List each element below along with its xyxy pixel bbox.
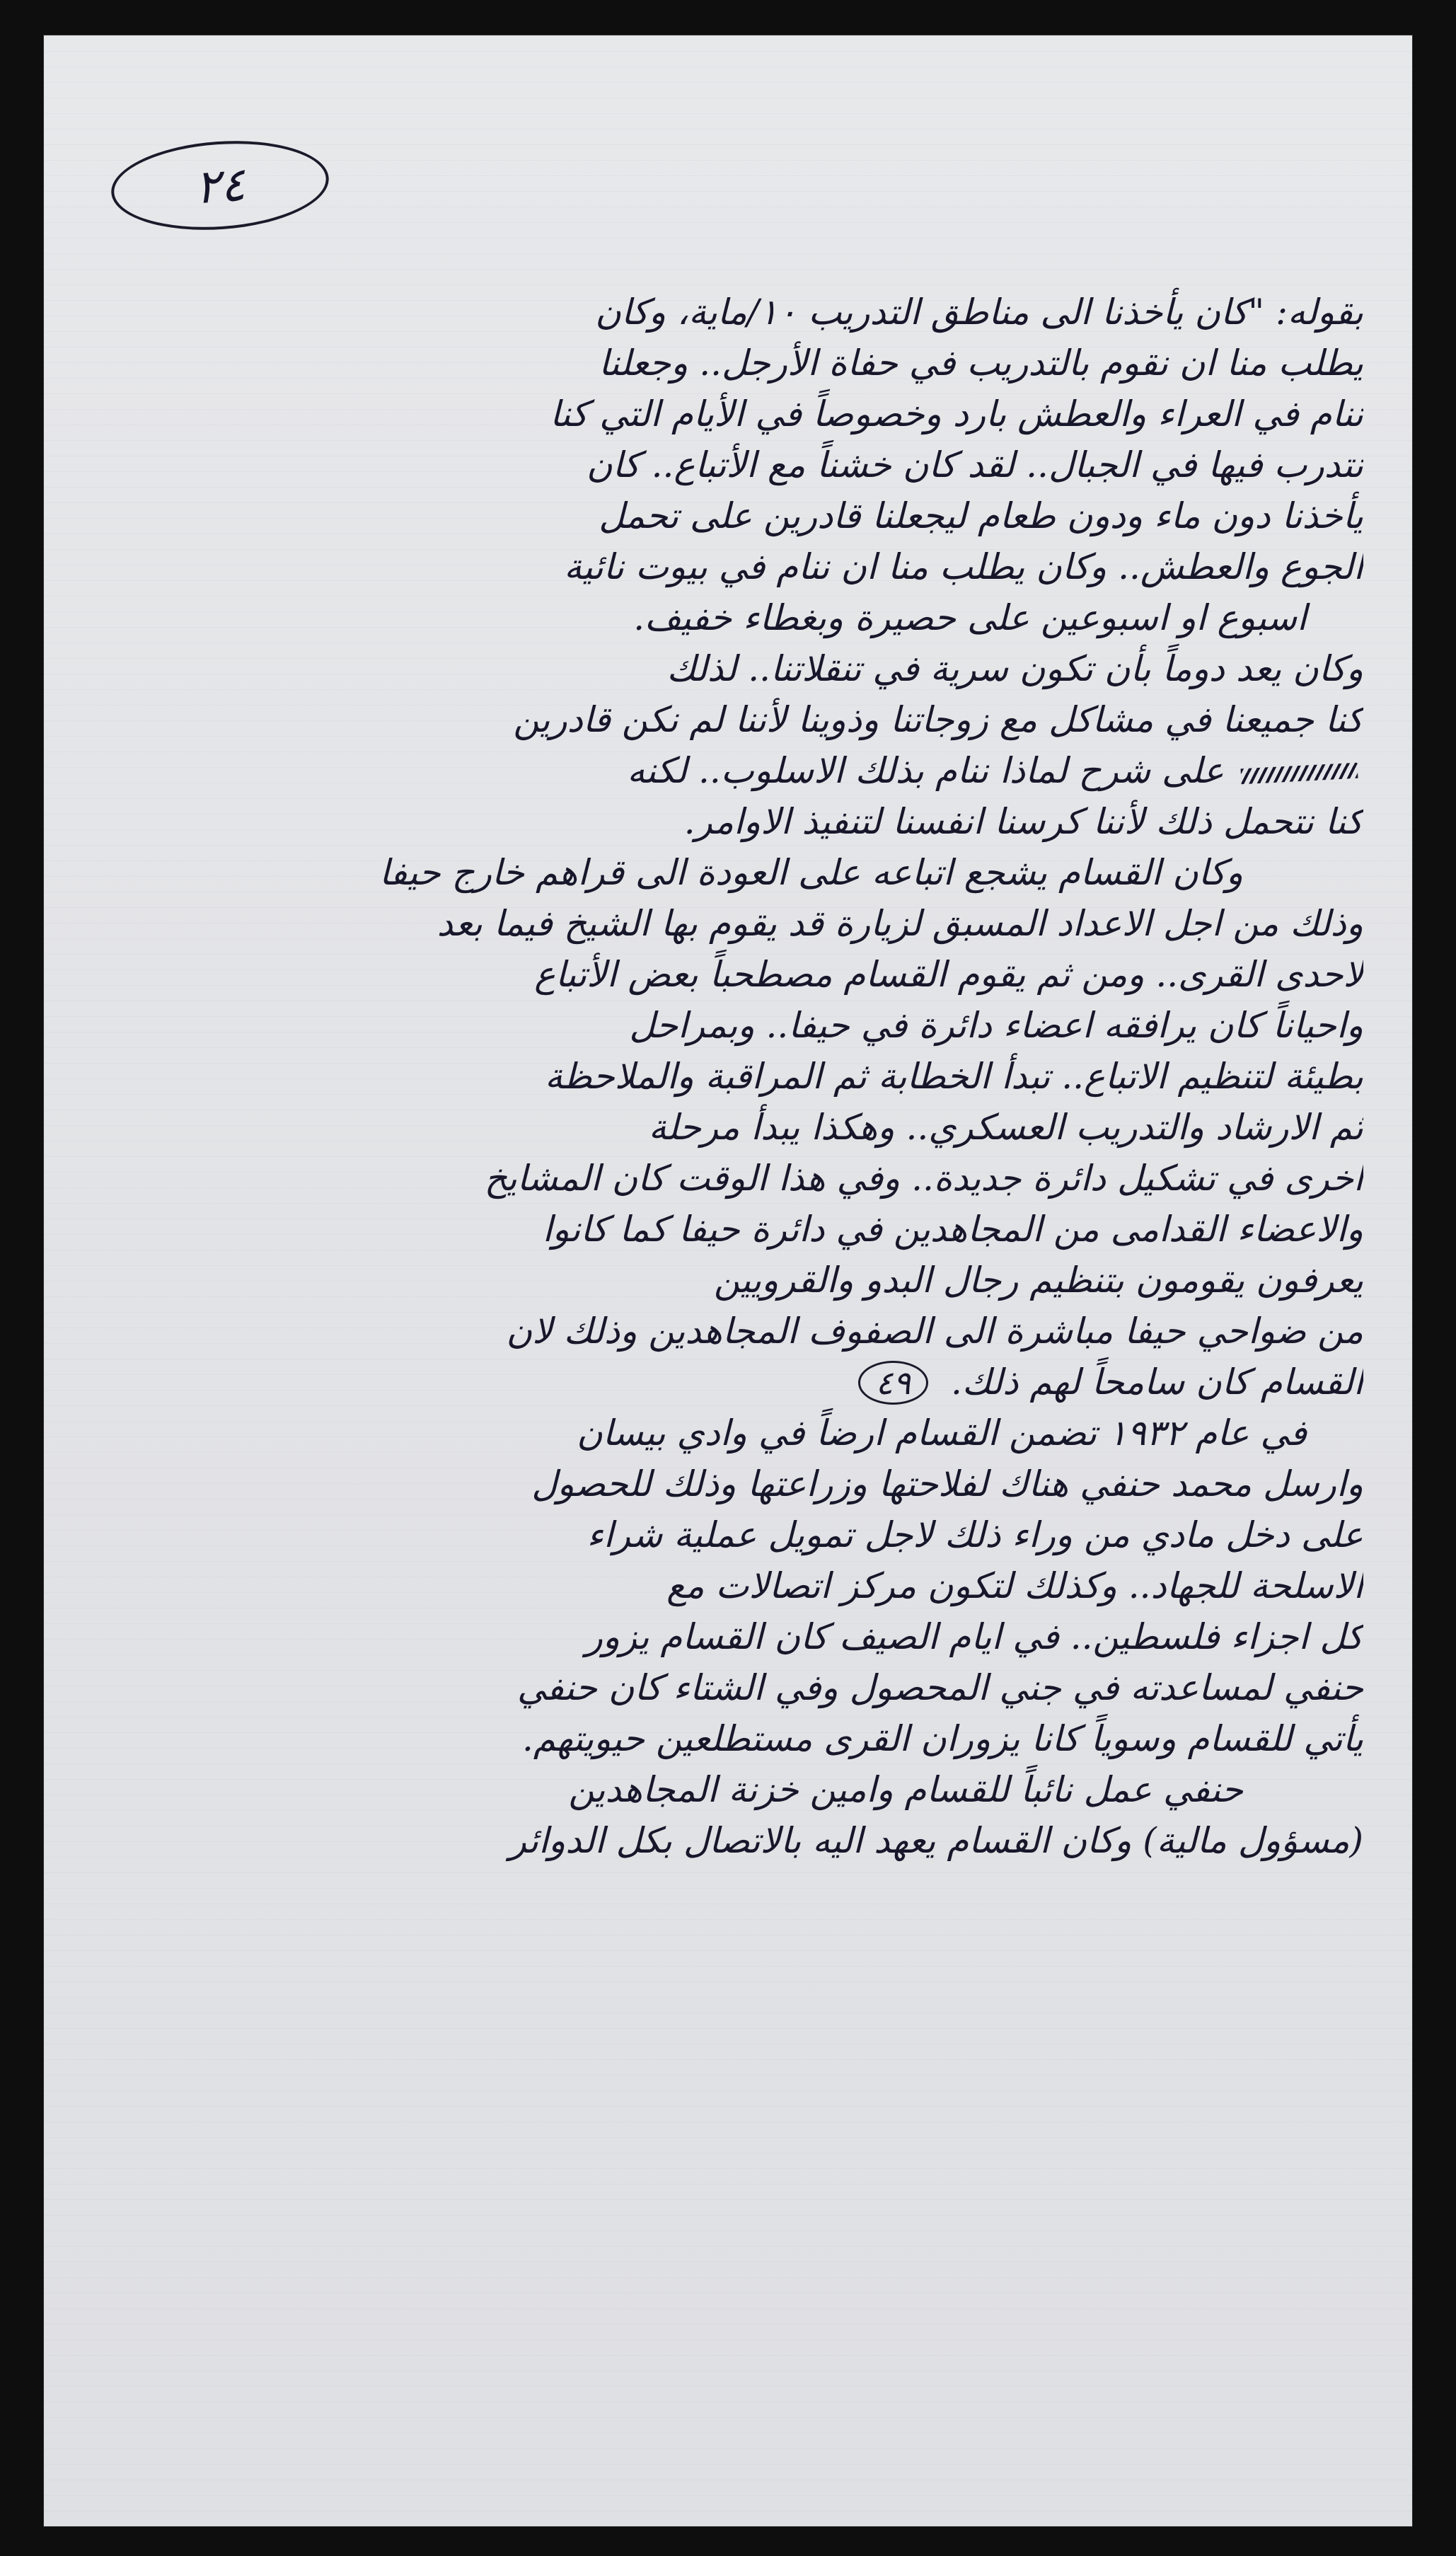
text-line: يأخذنا دون ماء ودون طعام ليجعلنا قادرين على تحمل — [599, 495, 1363, 536]
text-line: يطلب منا ان نقوم بالتدريب في حفاة الأرجل.. وجعلنا — [599, 342, 1363, 384]
text-line: اسبوع او اسبوعين على حصيرة وبغطاء خفيف. — [633, 597, 1307, 638]
page-number: ٢٤ — [192, 156, 248, 214]
crossed-out-word — [1241, 763, 1358, 785]
text-line: اخرى في تشكيل دائرة جديدة.. وفي هذا الوقت كان المشايخ — [484, 1158, 1363, 1199]
text-line: لاحدى القرى.. ومن ثم يقوم القسام مصطحباً بعض الأتباع — [534, 954, 1363, 995]
handwritten-text-block — [97, 287, 1363, 1866]
text-line: الاسلحة للجهاد.. وكذلك لتكون مركز اتصالات مع — [666, 1565, 1363, 1606]
text-line: وكان يعد دوماً بأن تكون سرية في تنقلاتنا.. لذلك — [666, 648, 1363, 689]
text-line: والاعضاء القدامى من المجاهدين في دائرة حيفا كما كانوا — [542, 1209, 1363, 1250]
text-line: بقوله: "كان يأخذنا الى مناطق التدريب ١٠/ماية، وكان — [595, 292, 1363, 333]
text-line: على دخل مادي من وراء ذلك لاجل تمويل عملية شراء — [587, 1514, 1363, 1555]
text-line-with-marker — [97, 1357, 1363, 1407]
text-line: كنا جميعنا في مشاكل مع زوجاتنا وذوينا لأننا لم نكن قادرين — [513, 699, 1363, 740]
text-line-content: القسام كان سامحاً لهم ذلك. — [950, 1362, 1363, 1403]
text-line: كنا نتحمل ذلك لأننا كرسنا انفسنا لتنفيذ الاوامر. — [683, 801, 1363, 842]
text-line: الجوع والعطش.. وكان يطلب منا ان ننام في بيوت نائية — [564, 546, 1363, 587]
text-line: حنفي عمل نائباً للقسام وامين خزنة المجاهدين — [568, 1769, 1243, 1810]
paragraph-start-line: وكان القسام يشجع اتباعه على العودة الى قراهم خارج حيفا — [379, 852, 1243, 893]
text-line: يعرفون يقومون بتنظيم رجال البدو والقرويين — [714, 1260, 1363, 1301]
text-line: نتدرب فيها في الجبال.. لقد كان خشناً مع الأتباع.. كان — [587, 444, 1363, 485]
text-line-with-crossout — [97, 745, 1363, 796]
text-line: من ضواحي حيفا مباشرة الى الصفوف المجاهدين وذلك لان — [506, 1311, 1363, 1352]
paragraph-start-line: في عام ١٩٣٢ تضمن القسام ارضاً في وادي بيسان — [577, 1412, 1307, 1453]
page-number-circle — [108, 134, 332, 236]
text-line: وارسل محمد حنفي هناك لفلاحتها وزراعتها وذلك للحصول — [531, 1463, 1363, 1504]
text-line: كل اجزاء فلسطين.. في ايام الصيف كان القسام يزور — [585, 1616, 1363, 1657]
text-line: وذلك من اجل الاعداد المسبق لزيارة قد يقوم بها الشيخ فيما بعد — [437, 903, 1363, 944]
text-line: يأتي للقسام وسوياً كانا يزوران القرى مستطلعين حيويتهم. — [522, 1718, 1363, 1759]
text-line: ننام في العراء والعطش بارد وخصوصاً في الأيام التي كنا — [550, 393, 1363, 434]
text-line: ثم الارشاد والتدريب العسكري.. وهكذا يبدأ مرحلة — [648, 1107, 1363, 1148]
manuscript-page — [44, 35, 1412, 2526]
text-line: واحياناً كان يرافقه اعضاء دائرة في حيفا.. وبمراحل — [629, 1005, 1363, 1046]
text-line: بطيئة لتنظيم الاتباع.. تبدأ الخطابة ثم المراقبة والملاحظة — [545, 1056, 1363, 1097]
inline-page-marker: ٤٩ — [858, 1361, 928, 1405]
text-line: حنفي لمساعدته في جني المحصول وفي الشتاء كان حنفي — [517, 1667, 1363, 1708]
text-line: (مسؤول مالية) وكان القسام يعهد اليه بالاتصال بكل الدوائر — [509, 1820, 1363, 1861]
text-line-content: على شرح لماذا ننام بذلك الاسلوب.. لكنه — [627, 750, 1225, 791]
